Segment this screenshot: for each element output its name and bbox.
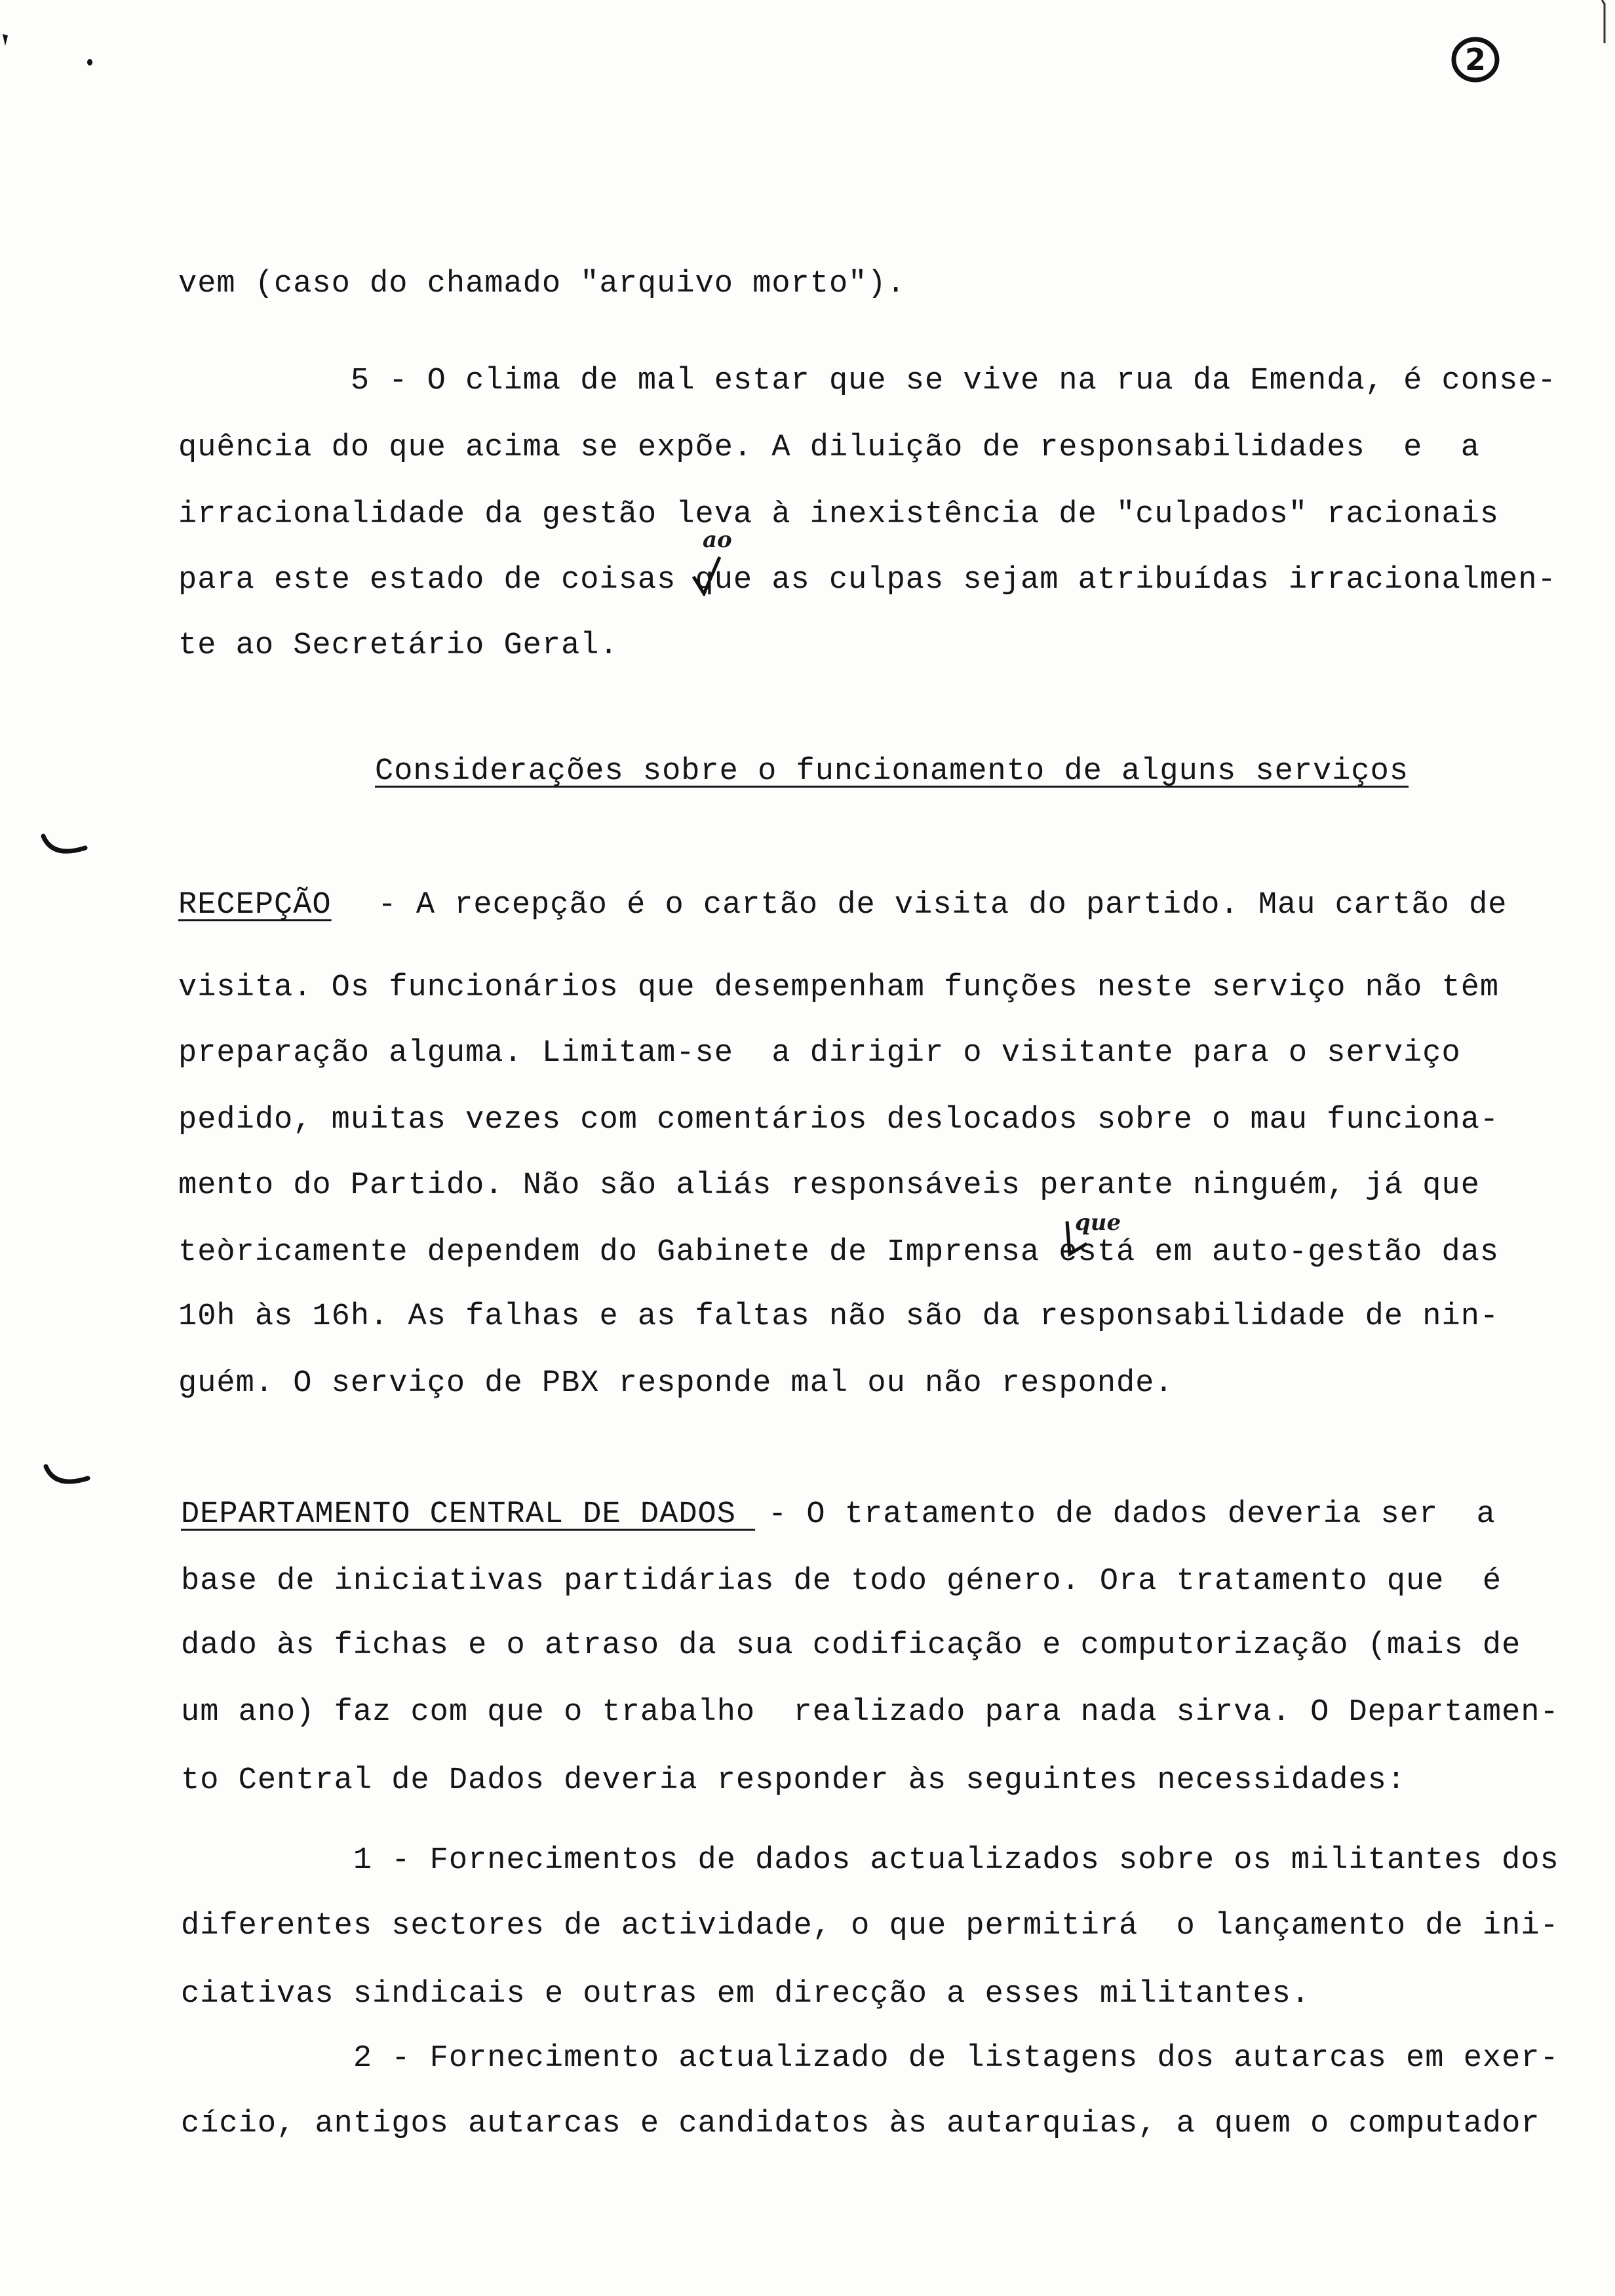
dcd-line: cício, antigos autarcas e candidatos às autarquias, a quem o computador [181,2107,1540,2141]
body-line: vem (caso do chamado "arquivo morto"). [178,267,906,301]
body-line: irracionalidade da gestão leva à inexistência de "culpados" racionais [178,497,1500,532]
dcd-line: base de iniciativas partidárias de todo género. Ora tratamento que é [181,1564,1502,1599]
handwritten-annotation: que [1075,1210,1121,1236]
recepcao-line: visita. Os funcionários que desempenham funções neste serviço não têm [178,970,1500,1005]
recepcao-line: preparação alguma. Limitam-se a dirigir o visitante para o serviço [178,1036,1461,1071]
recepcao-line: teòricamente dependem do Gabinete de Imprensa está em auto-gestão das [178,1235,1500,1270]
margin-bracket-mark [39,832,92,865]
body-line: 5 - O clima de mal estar que se vive na rua da Emenda, é conse- [178,364,1557,398]
section-heading: Considerações sobre o funcionamento de alguns serviços [375,754,1409,789]
recepcao-line: - A recepção é o cartão de visita do partido. Mau cartão de [340,888,1508,923]
dcd-line: ciativas sindicais e outras em direcção a esses militantes. [181,1977,1311,2012]
dcd-line: to Central de Dados deveria responder às seguintes necessidades: [181,1763,1407,1798]
recepcao-line: guém. O serviço de PBX responde mal ou não responde. [178,1366,1174,1401]
handwritten-annotation: ao [703,527,732,553]
dcd-line: 1 - Fornecimentos de dados actualizados sobre os militantes dos [181,1843,1559,1878]
stray-mark-top-left [0,31,13,51]
recepcao-line: mento do Partido. Não são aliás responsáveis perante ninguém, já que [178,1168,1480,1203]
recepcao-line: pedido, muitas vezes com comentários deslocados sobre o mau funciona- [178,1103,1500,1138]
dcd-line: diferentes sectores de actividade, o que permitirá o lançamento de ini- [181,1909,1559,1943]
page-number-stamp [1450,34,1501,85]
recepcao-label: RECEPÇÃO [178,888,332,923]
margin-bracket-mark [42,1463,94,1495]
dcd-line: um ano) faz com que o trabalho realizado para nada sirva. O Departamen- [181,1695,1559,1730]
body-line: para este estado de coisas que as culpas sejam atribuídas irracionalmen- [178,563,1557,598]
stray-dot [85,58,94,67]
dcd-line: - O tratamento de dados deveria ser a [768,1497,1496,1532]
dcd-label: DEPARTAMENTO CENTRAL DE DADOS [181,1497,756,1532]
edge-line-top-right [1599,0,1612,46]
dcd-line: dado às fichas e o atraso da sua codificação e computorização (mais de [181,1628,1521,1663]
page-number: 2 [1464,42,1486,77]
dcd-line: 2 - Fornecimento actualizado de listagens dos autarcas em exer- [181,2041,1559,2076]
recepcao-line: 10h às 16h. As falhas e as faltas não são da responsabilidade de nin- [178,1299,1500,1334]
insertion-caret [688,550,728,596]
body-line: te ao Secretário Geral. [178,628,619,663]
body-line: quência do que acima se expõe. A diluição de responsabilidades e a [178,430,1480,465]
